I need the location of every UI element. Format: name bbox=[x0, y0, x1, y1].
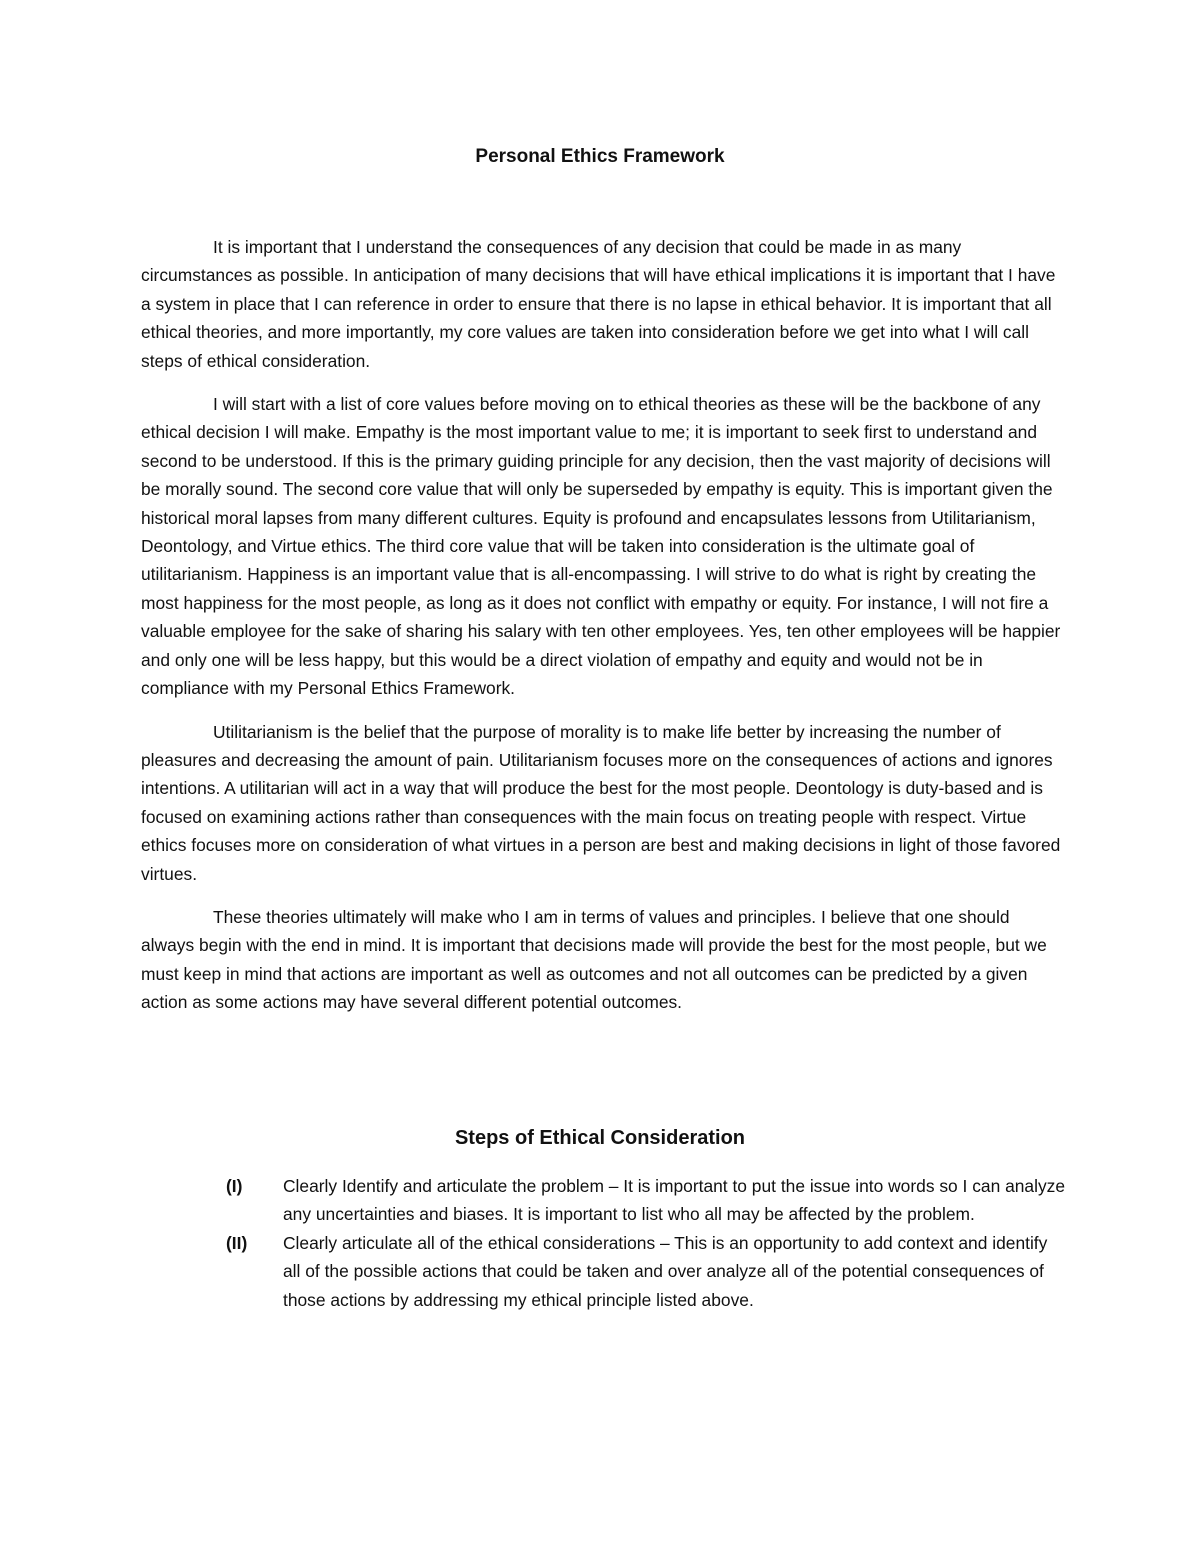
step-item bbox=[141, 1229, 1067, 1314]
paragraph-core-values: I will start with a list of core values before moving on to ethical theories as these will be the backbone of any ethical decision I will make. Empathy is the most important value to me; it is important to seek first to understand and second to be understood. If this is the primary guiding principle for any decision, then the vast majority of decisions will be morally sound. The second core value that will only be superseded by empathy is equity. This is important given the historical moral lapses from many different cultures. Equity is profound and encapsulates lessons from Utilitarianism, Deontology, and Virtue ethics. The third core value that will be taken into consideration is the ultimate goal of utilitarianism. Happiness is an important value that is all-encompassing. I will strive to do what is right by creating the most happiness for the most people, as long as it does not conflict with empathy or equity. For instance, I will not fire a valuable employee for the sake of sharing his salary with ten other employees. Yes, ten other employees will be happier and only one will be less happy, but this would be a direct violation of empathy and equity and would not be in compliance with my Personal Ethics Framework. bbox=[141, 394, 1061, 699]
step-item bbox=[141, 1172, 1067, 1229]
paragraph-theories: Utilitarianism is the belief that the purpose of morality is to make life better by increasing the number of pleasures and decreasing the amount of pain. Utilitarianism focuses more on the consequences of actions and ignores intentions. A utilitarian will act in a way that will produce the best for the most people. Deontology is duty-based and is focused on examining actions rather than consequences with the main focus on treating people with respect. Virtue ethics focuses more on consideration of what virtues in a person are best and making decisions in light of those favored virtues. bbox=[141, 721, 1061, 884]
step-text: Clearly articulate all of the ethical considerations – This is an opportunity to add context and identify all of the possible actions that could be taken and over analyze all of the potential consequences of those actions by addressing my ethical principle listed above. bbox=[283, 1232, 1048, 1310]
paragraph-intro: It is important that I understand the consequences of any decision that could be made in as many circumstances as possible. In anticipation of many decisions that will have ethical implications it is important that I have a system in place that I can reference in order to ensure that there is no lapse in ethical behavior. It is important that all ethical theories, and more importantly, my core values are taken into consideration before we get into what I will call steps of ethical consideration. bbox=[141, 237, 1056, 371]
step-text: Clearly Identify and articulate the problem – It is important to put the issue into words so I can analyze any uncertainties and biases. It is important to list who all may be affected by the problem. bbox=[283, 1176, 1066, 1225]
step-number: (II) bbox=[226, 1232, 248, 1253]
paragraph-conclusion: These theories ultimately will make who I am in terms of values and principles. I believe that one should always begin with the end in mind. It is important that decisions made will provide the best for the most people, but we must keep in mind that actions are important as well as outcomes and not all outcomes can be predicted by a given action as some actions may have several different potential outcomes. bbox=[141, 906, 1047, 1013]
document-body bbox=[141, 233, 1067, 1032]
page-title: Personal Ethics Framework bbox=[475, 146, 725, 167]
step-number: (I) bbox=[226, 1176, 243, 1196]
steps-list bbox=[141, 1172, 1067, 1314]
steps-heading: Steps of Ethical Consideration bbox=[454, 1127, 746, 1149]
